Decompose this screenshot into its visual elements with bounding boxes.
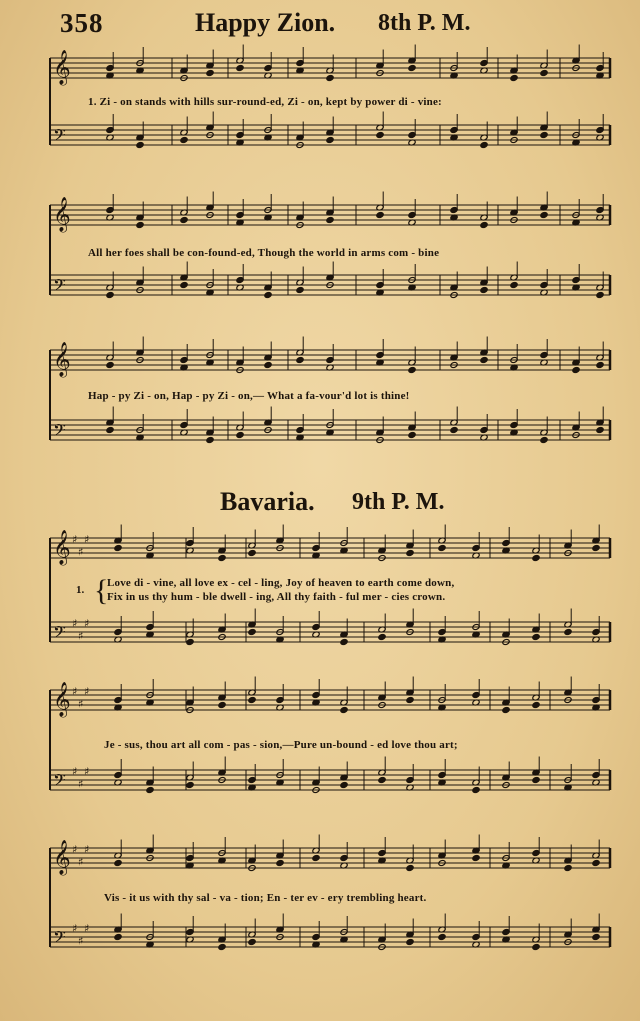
note-head: [408, 65, 416, 72]
bass-clef: 𝄢: [53, 622, 66, 646]
verse-number: 1.: [76, 584, 85, 596]
note-head: [438, 934, 446, 941]
note-head: [406, 697, 414, 704]
note-head: [376, 132, 384, 139]
lyric-line: Hap - py Zi - on, Hap - py Zi - on,— What a fa-vour'd lot is thine!: [88, 390, 410, 402]
note-head: [340, 707, 348, 714]
note-head: [406, 939, 414, 946]
key-signature-sharp: ♯: [84, 765, 90, 778]
lyric-line: Love di - vine, all love ex - cel - ling, Joy of heaven to earth come down,: [107, 577, 455, 589]
bass-clef: 𝄢: [53, 420, 66, 444]
note-head: [480, 287, 488, 294]
note-head: [206, 437, 214, 444]
note-head: [106, 292, 114, 299]
note-head: [312, 855, 320, 862]
note-head: [572, 367, 580, 374]
note-head: [236, 65, 244, 72]
note-head: [114, 545, 122, 552]
note-head: [592, 545, 600, 552]
note-head: [264, 362, 272, 369]
note-head: [532, 555, 540, 562]
bass-clef: 𝄢: [53, 275, 66, 299]
note-head: [248, 629, 256, 636]
note-head: [540, 70, 548, 77]
key-signature-sharp: ♯: [84, 533, 90, 546]
note-head: [326, 75, 334, 82]
note-head: [502, 707, 510, 714]
note-head: [136, 222, 144, 229]
note-head: [592, 934, 600, 941]
key-signature-sharp: ♯: [84, 843, 90, 856]
note-head: [248, 697, 256, 704]
note-head: [326, 137, 334, 144]
key-signature-sharp: ♯: [72, 843, 78, 856]
note-head: [206, 70, 214, 77]
verse-brace: {: [94, 574, 109, 607]
note-head: [406, 550, 414, 557]
note-head: [532, 702, 540, 709]
hymn-meter-bavaria: 9th P. M.: [352, 489, 445, 515]
note-head: [406, 865, 414, 872]
note-head: [532, 777, 540, 784]
note-head: [296, 357, 304, 364]
lyric-line: 1. Zi - on stands with hills sur-round-ed, Zi - on, kept by power di - vine:: [88, 96, 442, 108]
key-signature-sharp: ♯: [72, 685, 78, 698]
note-head: [540, 132, 548, 139]
note-head: [408, 432, 416, 439]
note-head: [340, 639, 348, 646]
note-head: [480, 222, 488, 229]
note-head: [236, 432, 244, 439]
key-signature-sharp: ♯: [78, 629, 84, 643]
note-head: [340, 782, 348, 789]
key-signature-sharp: ♯: [72, 617, 78, 630]
bass-clef: 𝄢: [53, 770, 66, 794]
note-head: [180, 137, 188, 144]
key-signature-sharp: ♯: [72, 533, 78, 546]
hymn-meter-happy-zion: 8th P. M.: [378, 10, 471, 36]
note-head: [596, 427, 604, 434]
key-signature-sharp: ♯: [78, 697, 84, 711]
note-head: [276, 860, 284, 867]
note-head: [264, 292, 272, 299]
note-head: [532, 634, 540, 641]
lyric-line: All her foes shall be con-found-ed, Though the world in arms com - bine: [88, 247, 440, 259]
key-signature-sharp: ♯: [84, 617, 90, 630]
key-signature-sharp: ♯: [78, 855, 84, 869]
key-signature-sharp: ♯: [78, 777, 84, 791]
note-head: [480, 357, 488, 364]
note-head: [186, 782, 194, 789]
lyric-line: Je - sus, thou art all com - pas - sion,—Pure un-bound - ed love thou art;: [104, 739, 458, 751]
hymn-title-happy-zion: Happy Zion.: [195, 8, 336, 37]
key-signature-sharp: ♯: [78, 545, 84, 559]
bass-clef: 𝄢: [53, 927, 66, 951]
key-signature-sharp: ♯: [84, 685, 90, 698]
note-head: [596, 292, 604, 299]
note-head: [326, 217, 334, 224]
note-head: [218, 702, 226, 709]
note-head: [472, 855, 480, 862]
note-head: [438, 545, 446, 552]
note-head: [596, 362, 604, 369]
key-signature-sharp: ♯: [78, 934, 84, 948]
note-head: [146, 787, 154, 794]
note-head: [564, 865, 572, 872]
note-head: [186, 639, 194, 646]
lyric-line: Fix in us thy hum - ble dwell - ing, All thy faith - ful mer - cies crown.: [107, 591, 446, 603]
note-head: [106, 362, 114, 369]
note-head: [248, 939, 256, 946]
note-head: [378, 634, 386, 641]
treble-clef: 𝄞: [53, 342, 71, 377]
key-signature-sharp: ♯: [84, 922, 90, 935]
page-number: 358: [60, 8, 104, 38]
note-head: [218, 555, 226, 562]
note-head: [296, 287, 304, 294]
bass-clef: 𝄢: [53, 125, 66, 149]
treble-clef: 𝄞: [53, 840, 71, 875]
note-head: [532, 944, 540, 951]
key-signature-sharp: ♯: [72, 922, 78, 935]
hymn-title-bavaria: Bavaria.: [220, 487, 315, 516]
note-head: [564, 629, 572, 636]
note-head: [106, 427, 114, 434]
note-head: [248, 550, 256, 557]
note-head: [114, 934, 122, 941]
note-head: [510, 75, 518, 82]
treble-clef: 𝄞: [53, 682, 71, 717]
note-head: [480, 142, 488, 149]
treble-clef: 𝄞: [53, 530, 71, 565]
note-head: [540, 212, 548, 219]
note-head: [114, 860, 122, 867]
note-head: [450, 427, 458, 434]
treble-clef: 𝄞: [53, 50, 71, 85]
note-head: [376, 212, 384, 219]
note-head: [592, 860, 600, 867]
note-head: [408, 367, 416, 374]
note-head: [136, 142, 144, 149]
note-head: [378, 777, 386, 784]
key-signature-sharp: ♯: [72, 765, 78, 778]
note-head: [472, 787, 480, 794]
treble-clef: 𝄞: [53, 197, 71, 232]
note-head: [180, 217, 188, 224]
note-head: [510, 282, 518, 289]
note-head: [540, 437, 548, 444]
note-head: [218, 944, 226, 951]
lyric-line: Vis - it us with thy sal - va - tion; En - ter ev - ery trembling heart.: [104, 892, 427, 904]
note-head: [180, 282, 188, 289]
